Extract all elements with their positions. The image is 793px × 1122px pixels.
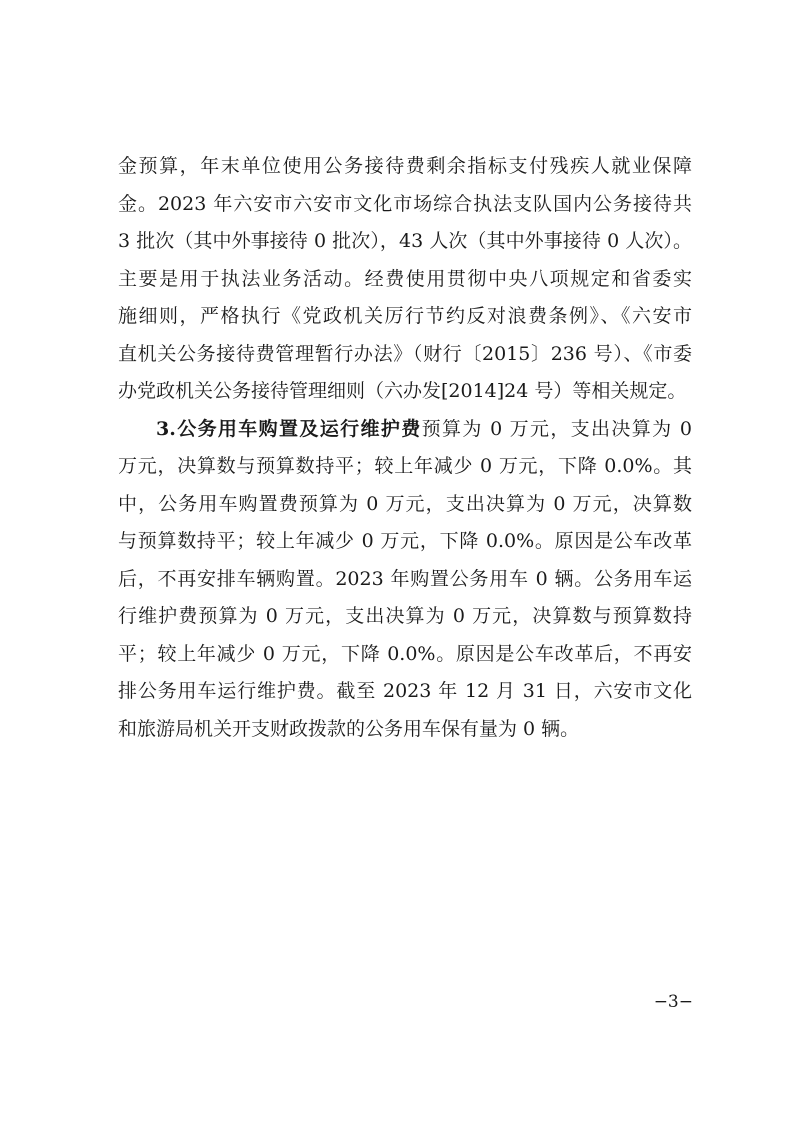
paragraph-vehicle-expenses (118, 411, 692, 749)
text-line: 直机关公务接待费管理暂行办法》（财行〔2015〕236 号）、《市委 (118, 342, 692, 365)
text-line: 与预算数持平；较上年减少 0 万元，下降 0.0%。原因是公车改革 (118, 530, 692, 552)
text-line: 万元，决算数与预算数持平；较上年减少 0 万元，下降 0.0%。其 (118, 455, 692, 477)
section-title: 3.公务用车购置及运行维护费 (156, 417, 422, 440)
text-line: 排公务用车运行维护费。截至 2023 年 12 月 31 日，六安市文化 (118, 680, 692, 702)
text-line: 3 批次（其中外事接待 0 批次），43 人次（其中外事接待 0 人次）。 (118, 230, 692, 252)
text-line: 主要是用于执法业务活动。经费使用贯彻中央八项规定和省委实 (118, 267, 692, 290)
text-line: 施细则，严格执行《党政机关厉行节约反对浪费条例》、《六安市 (118, 305, 692, 327)
text-line: 平；较上年减少 0 万元，下降 0.0%。原因是公车改革后，不再安 (118, 642, 692, 665)
text-line: 行维护费预算为 0 万元，支出决算为 0 万元，决算数与预算数持 (118, 605, 692, 627)
page-number: −3− (653, 992, 693, 1012)
body-text (118, 148, 692, 748)
text-line: 办党政机关公务接待管理细则（六办发[2014]24 号）等相关规定。 (118, 380, 687, 402)
text-line: 后，不再安排车辆购置。2023 年购置公务用车 0 辆。公务用车运 (118, 567, 692, 590)
text-line-first (118, 411, 692, 449)
text-line: 中，公务用车购置费预算为 0 万元，支出决算为 0 万元，决算数 (118, 492, 692, 515)
paragraph-reception-expenses (118, 148, 692, 411)
text-line: 和旅游局机关开支财政拨款的公务用车保有量为 0 辆。 (118, 717, 580, 740)
text-line-rest: 预算为 0 万元，支出决算为 0 (421, 417, 692, 440)
text-line: 金预算，年末单位使用公务接待费剩余指标支付残疾人就业保障 (118, 155, 692, 177)
text-line: 金。2023 年六安市六安市文化市场综合执法支队国内公务接待共 (118, 192, 692, 215)
